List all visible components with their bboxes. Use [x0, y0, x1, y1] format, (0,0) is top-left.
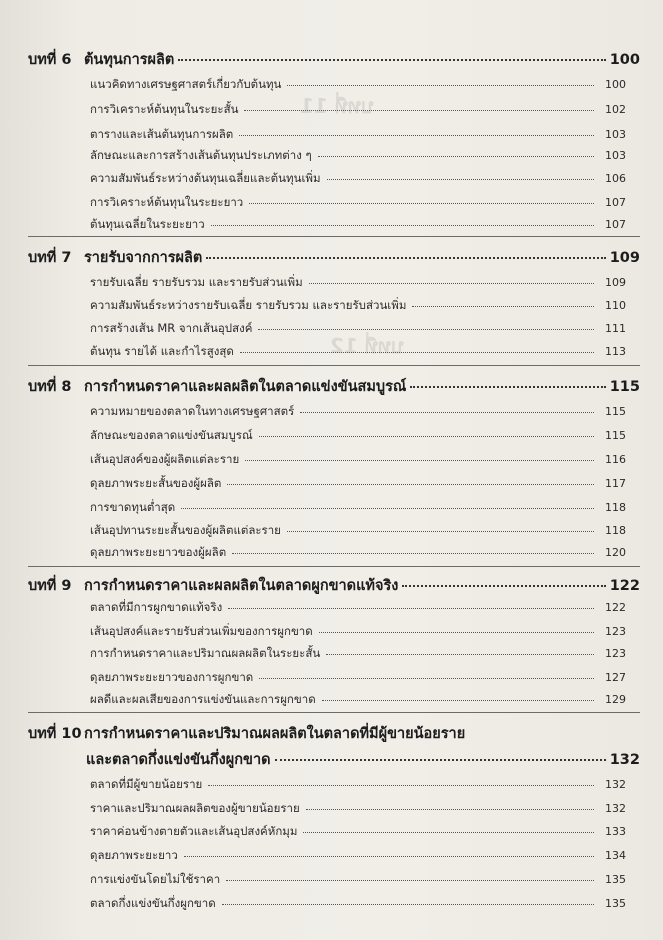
chapter-number: บทที่ 6: [28, 52, 72, 68]
entry-page: 109: [605, 276, 626, 289]
entry-title: ตลาดที่มีการผูกขาดแท้จริง: [90, 600, 223, 614]
entry-page: 134: [605, 849, 626, 862]
toc-entry[interactable]: [90, 320, 626, 338]
entry-title: ดุลยภาพระยะยาว: [90, 848, 178, 862]
dot-leader: [178, 58, 605, 61]
toc-entry[interactable]: [90, 170, 626, 188]
entry-page: 115: [605, 405, 626, 418]
dot-leader: [211, 224, 594, 226]
entry-title: เส้นอุปทานระยะสั้นของผู้ผลิตแต่ละราย: [90, 523, 281, 537]
dot-leader: [402, 584, 605, 587]
chapter-heading[interactable]: [28, 246, 640, 269]
entry-title: การแข่งขันโดยไม่ใช้ราคา: [90, 872, 221, 886]
chapter-heading-line2[interactable]: [86, 748, 640, 771]
toc-entry[interactable]: [90, 76, 626, 94]
dot-leader: [228, 607, 594, 609]
dot-leader: [326, 653, 594, 655]
chapter-heading[interactable]: [28, 375, 640, 398]
entry-page: 132: [605, 778, 626, 791]
toc-entry[interactable]: [90, 847, 626, 865]
entry-page: 113: [605, 345, 626, 358]
entry-title: ต้นทุนเฉลี่ยในระยะยาว: [90, 217, 205, 231]
dot-leader: [303, 831, 594, 833]
entry-page: 100: [605, 78, 626, 91]
toc-entry[interactable]: [90, 544, 626, 562]
entry-title: เส้นอุปสงค์ของผู้ผลิตแต่ละราย: [90, 452, 240, 466]
section-divider: [28, 712, 640, 713]
toc-entry[interactable]: [90, 216, 626, 234]
dot-leader: [287, 84, 594, 86]
entry-page: 107: [605, 218, 626, 231]
toc-entry[interactable]: [90, 669, 626, 687]
dot-leader: [240, 351, 594, 353]
dot-leader: [410, 385, 605, 388]
toc-entry[interactable]: [90, 194, 626, 212]
entry-page: 116: [605, 453, 626, 466]
entry-title: ความสัมพันธ์ระหว่างต้นทุนเฉลี่ยและต้นทุนเพิ่ม: [90, 171, 321, 185]
toc-entry[interactable]: [90, 823, 626, 841]
dot-leader: [222, 903, 594, 905]
toc-entry[interactable]: [90, 475, 626, 493]
entry-page: 110: [605, 299, 626, 312]
entry-title: ความสัมพันธ์ระหว่างรายรับเฉลี่ย รายรับรวม และรายรับส่วนเพิ่ม: [90, 298, 407, 312]
dot-leader: [249, 202, 594, 204]
entry-page: 120: [605, 546, 626, 559]
toc-entry[interactable]: [90, 599, 626, 617]
entry-title: ดุลยภาพระยะยาวของผู้ผลิต: [90, 545, 227, 559]
entry-title: ลักษณะและการสร้างเส้นต้นทุนประเภทต่าง ๆ: [90, 148, 312, 162]
entry-page: 118: [605, 524, 626, 537]
dot-leader: [319, 631, 594, 633]
chapter-title: การกำหนดราคาและผลผลิตในตลาดผูกขาดแท้จริง: [84, 578, 399, 594]
entry-page: 129: [605, 693, 626, 706]
toc-entry[interactable]: [90, 343, 626, 361]
entry-page: 107: [605, 196, 626, 209]
chapter-heading[interactable]: [28, 574, 640, 597]
section-divider: [28, 566, 640, 567]
entry-title: ราคาและปริมาณผลผลิตของผู้ขายน้อยราย: [90, 801, 300, 815]
toc-entry[interactable]: [90, 776, 626, 794]
toc-entry[interactable]: [90, 895, 626, 913]
dot-leader: [258, 328, 594, 330]
toc-entry[interactable]: [90, 871, 626, 889]
dot-leader: [232, 552, 594, 554]
toc-entry[interactable]: [90, 623, 626, 641]
entry-title: ลักษณะของตลาดแข่งขันสมบูรณ์: [90, 428, 253, 442]
chapter-heading[interactable]: [28, 48, 640, 71]
show-through-text: บทที่ 12: [330, 334, 404, 358]
chapter-title: รายรับจากการผลิต: [84, 250, 203, 266]
chapter-page: 115: [609, 379, 640, 395]
entry-title: ตลาดที่มีผู้ขายน้อยราย: [90, 777, 203, 791]
toc-entry[interactable]: [90, 126, 626, 144]
dot-leader: [226, 879, 594, 881]
toc-entry[interactable]: [90, 645, 626, 663]
entry-title: ตารางและเส้นต้นทุนการผลิต: [90, 127, 234, 141]
chapter-title: ต้นทุนการผลิต: [84, 52, 175, 68]
entry-page: 111: [605, 322, 626, 335]
chapter-title-line2: และตลาดกึ่งแข่งขันกึ่งผูกขาด: [86, 752, 271, 768]
entry-page: 103: [605, 149, 626, 162]
dot-leader: [259, 435, 594, 437]
chapter-page: 132: [609, 752, 640, 768]
toc-entry[interactable]: [90, 147, 626, 165]
toc-entry[interactable]: [90, 403, 626, 421]
dot-leader: [275, 758, 606, 761]
entry-page: 122: [605, 601, 626, 614]
entry-title: ต้นทุน รายได้ และกำไรสูงสุด: [90, 344, 234, 358]
entry-title: ตลาดกึ่งแข่งขันกึ่งผูกขาด: [90, 896, 216, 910]
dot-leader: [412, 305, 594, 307]
toc-entry[interactable]: [90, 274, 626, 292]
dot-leader: [306, 808, 594, 810]
toc-entry[interactable]: [90, 297, 626, 315]
entry-title: การกำหนดราคาและปริมาณผลผลิตในระยะสั้น: [90, 646, 321, 660]
entry-page: 123: [605, 625, 626, 638]
toc-entry[interactable]: [90, 691, 626, 709]
chapter-page: 122: [609, 578, 640, 594]
dot-leader: [309, 282, 594, 284]
dot-leader: [181, 507, 594, 509]
entry-page: 103: [605, 128, 626, 141]
dot-leader: [300, 411, 594, 413]
dot-leader: [227, 483, 594, 485]
entry-title: ดุลยภาพระยะยาวของการผูกขาด: [90, 670, 254, 684]
entry-page: 102: [605, 103, 626, 116]
dot-leader: [239, 134, 594, 136]
entry-page: 118: [605, 501, 626, 514]
dot-leader: [184, 855, 594, 857]
entry-page: 106: [605, 172, 626, 185]
dot-leader: [259, 677, 594, 679]
entry-title: การวิเคราะห์ต้นทุนในระยะสั้น: [90, 102, 239, 116]
toc-entry[interactable]: [90, 499, 626, 517]
chapter-heading[interactable]: [28, 722, 640, 745]
dot-leader: [318, 155, 594, 157]
entry-title: การสร้างเส้น MR จากเส้นอุปสงค์: [90, 321, 253, 335]
entry-page: 135: [605, 897, 626, 910]
entry-page: 133: [605, 825, 626, 838]
entry-title: แนวคิดทางเศรษฐศาสตร์เกี่ยวกับต้นทุน: [90, 77, 282, 91]
entry-page: 117: [605, 477, 626, 490]
entry-page: 115: [605, 429, 626, 442]
chapter-title: การกำหนดราคาและปริมาณผลผลิตในตลาดที่มีผู้ขายน้อยราย: [84, 726, 466, 742]
toc-entry[interactable]: [90, 800, 626, 818]
dot-leader: [327, 178, 594, 180]
toc-entry[interactable]: [90, 522, 626, 540]
entry-title: ดุลยภาพระยะสั้นของผู้ผลิต: [90, 476, 222, 490]
entry-title: ราคาค่อนข้างตายตัวและเส้นอุปสงค์หักมุม: [90, 824, 298, 838]
chapter-page: 100: [609, 52, 640, 68]
section-divider: [28, 236, 640, 237]
entry-page: 132: [605, 802, 626, 815]
chapter-title: การกำหนดราคาและผลผลิตในตลาดแข่งขันสมบูรณ์: [84, 379, 407, 395]
entry-page: 127: [605, 671, 626, 684]
chapter-number: บทที่ 9: [28, 578, 72, 594]
dot-leader: [208, 784, 594, 786]
chapter-number: บทที่ 7: [28, 250, 72, 266]
section-divider: [28, 365, 640, 366]
entry-title: การวิเคราะห์ต้นทุนในระยะยาว: [90, 195, 244, 209]
entry-page: 135: [605, 873, 626, 886]
toc-entry[interactable]: [90, 101, 626, 119]
entry-title: การขาดทุนต่ำสุด: [90, 500, 176, 514]
dot-leader: [287, 530, 594, 532]
dot-leader: [244, 109, 594, 111]
entry-title: เส้นอุปสงค์และรายรับส่วนเพิ่มของการผูกขาด: [90, 624, 313, 638]
chapter-number: บทที่ 8: [28, 379, 72, 395]
chapter-number: บทที่ 10: [28, 726, 82, 742]
entry-title: รายรับเฉลี่ย รายรับรวม และรายรับส่วนเพิ่ม: [90, 275, 303, 289]
show-through-text: บทที่ 11: [300, 94, 374, 118]
chapter-page: 109: [609, 250, 640, 266]
dot-leader: [206, 256, 605, 259]
entry-page: 123: [605, 647, 626, 660]
entry-title: ความหมายของตลาดในทางเศรษฐศาสตร์: [90, 404, 295, 418]
dot-leader: [322, 699, 594, 701]
dot-leader: [245, 459, 594, 461]
entry-title: ผลดีและผลเสียของการแข่งขันและการผูกขาด: [90, 692, 316, 706]
toc-entry[interactable]: [90, 451, 626, 469]
toc-entry[interactable]: [90, 427, 626, 445]
